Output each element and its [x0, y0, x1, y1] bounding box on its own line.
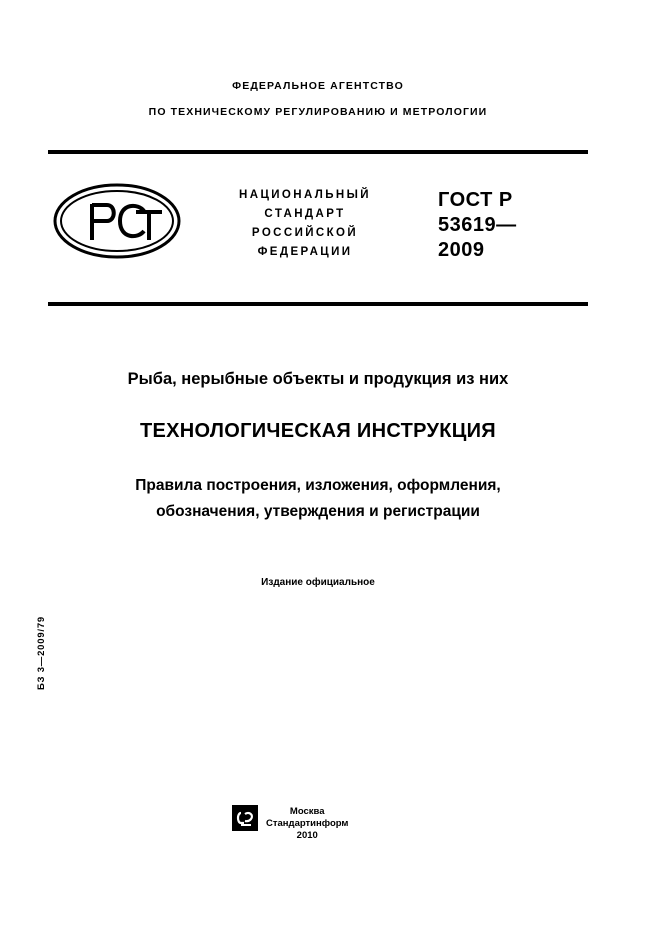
- publisher-year: 2010: [296, 830, 318, 841]
- national-standard-line-4: ФЕДЕРАЦИИ: [257, 246, 353, 258]
- standard-designation-year: 2009: [438, 239, 485, 261]
- standard-designation: [438, 188, 598, 263]
- national-standard-line-1: НАЦИОНАЛЬНЫЙ: [239, 189, 371, 201]
- gost-r-certification-emblem-icon: [52, 182, 182, 260]
- standartinform-logo-icon: [232, 805, 258, 831]
- scope-subtitle: [48, 473, 588, 525]
- national-standard-line-3: РОССИЙСКОЙ: [251, 227, 359, 239]
- divider-bottom: [48, 302, 588, 306]
- publisher-name: Стандартинформ: [266, 818, 349, 829]
- standard-designation-number: 53619—: [438, 214, 517, 236]
- publisher-city: Москва: [289, 806, 325, 817]
- side-catalog-code: БЗ 3—2009/79: [36, 615, 47, 690]
- scope-subtitle-line-1: Правила построения, изложения, оформления,: [135, 477, 501, 494]
- standard-designation-prefix: ГОСТ Р: [438, 189, 513, 211]
- scope-subtitle-line-2: обозначения, утверждения и регистрации: [156, 503, 480, 520]
- agency-header: [48, 80, 588, 118]
- agency-line-1: ФЕДЕРАЛЬНОЕ АГЕНТСТВО: [232, 80, 404, 92]
- page-title: ТЕХНОЛОГИЧЕСКАЯ ИНСТРУКЦИЯ: [140, 420, 496, 442]
- subject-title: Рыба, нерыбные объекты и продукция из них: [127, 370, 509, 388]
- divider-top: [48, 150, 588, 154]
- national-standard-block: [190, 186, 420, 262]
- edition-note: Издание официальное: [261, 577, 375, 588]
- publisher-block: [232, 805, 432, 842]
- national-standard-line-2: СТАНДАРТ: [264, 208, 346, 220]
- agency-line-2: ПО ТЕХНИЧЕСКОМУ РЕГУЛИРОВАНИЮ И МЕТРОЛОГИИ: [148, 106, 488, 118]
- publisher-text: [266, 805, 348, 842]
